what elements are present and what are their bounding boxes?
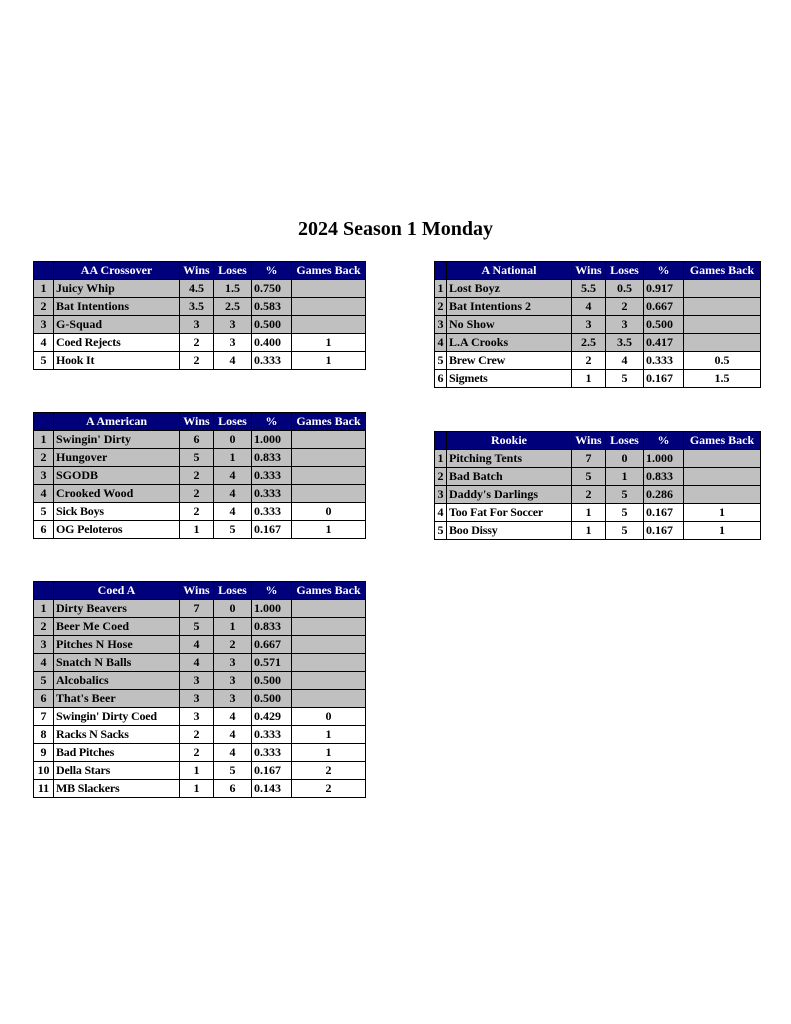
games-back-header: Games Back [684,262,761,280]
standings-table-coed-a [33,581,366,798]
loses-cell: 2 [606,298,644,316]
rank-cell: 3 [34,636,54,654]
division-name: Rookie [447,432,572,450]
loses-cell: 3 [214,690,252,708]
loses-cell: 5 [606,504,644,522]
wins-header: Wins [180,413,214,431]
rank-cell: 5 [435,522,447,540]
table-row [34,334,366,352]
loses-cell: 3 [214,654,252,672]
wins-cell: 2 [180,503,214,521]
wins-cell: 1 [180,780,214,798]
pct-cell: 0.571 [252,654,292,672]
games-back-cell [292,600,366,618]
rank-cell: 3 [34,467,54,485]
pct-cell: 0.333 [644,352,684,370]
games-back-cell [684,468,761,486]
rank-cell: 6 [34,690,54,708]
games-back-cell: 1.5 [684,370,761,388]
table-row [435,370,761,388]
pct-cell: 0.333 [252,744,292,762]
table-row [34,672,366,690]
pct-cell: 0.167 [644,370,684,388]
games-back-cell [292,298,366,316]
games-back-cell [292,654,366,672]
games-back-cell: 1 [684,504,761,522]
loses-header: Loses [606,262,644,280]
table-row [435,316,761,334]
games-back-cell: 2 [292,780,366,798]
wins-cell: 1 [180,521,214,539]
pct-cell: 0.167 [644,504,684,522]
loses-cell: 5 [214,762,252,780]
loses-cell: 5 [606,522,644,540]
wins-cell: 3 [180,672,214,690]
games-back-cell: 0 [292,503,366,521]
wins-header: Wins [572,262,606,280]
wins-cell: 4 [572,298,606,316]
pct-cell: 0.333 [252,503,292,521]
table-row [34,316,366,334]
loses-header: Loses [214,582,252,600]
games-back-cell [292,485,366,503]
loses-cell: 1 [214,449,252,467]
table-row [435,486,761,504]
table-row [34,636,366,654]
wins-cell: 5.5 [572,280,606,298]
header-corner [435,432,447,450]
games-back-cell [292,431,366,449]
division-name: AA Crossover [54,262,180,280]
wins-cell: 3.5 [180,298,214,316]
games-back-cell [684,280,761,298]
wins-cell: 4.5 [180,280,214,298]
pct-cell: 0.583 [252,298,292,316]
wins-cell: 2 [180,467,214,485]
loses-cell: 0 [606,450,644,468]
pct-header: % [252,413,292,431]
table-row [34,503,366,521]
table-row [34,298,366,316]
rank-cell: 8 [34,726,54,744]
table-row [34,467,366,485]
team-name: L.A Crooks [447,334,572,352]
pct-cell: 0.167 [252,521,292,539]
wins-cell: 3 [180,708,214,726]
loses-cell: 4 [214,726,252,744]
rank-cell: 11 [34,780,54,798]
loses-header: Loses [606,432,644,450]
wins-cell: 4 [180,654,214,672]
team-name: Hook It [54,352,180,370]
header-corner [34,413,54,431]
table-row [435,280,761,298]
loses-cell: 4 [214,744,252,762]
wins-cell: 2 [180,726,214,744]
rank-cell: 1 [435,280,447,298]
table-row [34,762,366,780]
rank-cell: 2 [435,468,447,486]
loses-cell: 3 [214,316,252,334]
table-row [435,450,761,468]
wins-cell: 2 [572,352,606,370]
team-name: Juicy Whip [54,280,180,298]
header-corner [34,262,54,280]
wins-cell: 3 [180,690,214,708]
loses-cell: 2 [214,636,252,654]
loses-header: Loses [214,262,252,280]
wins-cell: 7 [572,450,606,468]
loses-cell: 3 [214,672,252,690]
pct-cell: 0.500 [644,316,684,334]
games-back-cell: 1 [292,521,366,539]
header-row [34,582,366,600]
team-name: That's Beer [54,690,180,708]
rank-cell: 6 [435,370,447,388]
header-row [34,413,366,431]
header-row [34,262,366,280]
loses-cell: 4 [606,352,644,370]
team-name: Bat Intentions 2 [447,298,572,316]
division-name: A American [54,413,180,431]
team-name: G-Squad [54,316,180,334]
team-name: Snatch N Balls [54,654,180,672]
rank-cell: 1 [34,600,54,618]
games-back-cell [292,280,366,298]
loses-cell: 2.5 [214,298,252,316]
team-name: Pitches N Hose [54,636,180,654]
games-back-cell: 0 [292,708,366,726]
loses-cell: 3 [214,334,252,352]
rank-cell: 2 [435,298,447,316]
table-row [34,485,366,503]
team-name: Pitching Tents [447,450,572,468]
pct-cell: 0.400 [252,334,292,352]
table-row [34,449,366,467]
loses-cell: 4 [214,352,252,370]
team-name: SGODB [54,467,180,485]
rank-cell: 5 [435,352,447,370]
team-name: Daddy's Darlings [447,486,572,504]
pct-cell: 0.167 [644,522,684,540]
rank-cell: 6 [34,521,54,539]
rank-cell: 4 [34,654,54,672]
pct-cell: 0.286 [644,486,684,504]
loses-cell: 4 [214,503,252,521]
pct-cell: 1.000 [252,431,292,449]
team-name: Coed Rejects [54,334,180,352]
pct-cell: 0.333 [252,485,292,503]
pct-cell: 0.429 [252,708,292,726]
wins-cell: 2 [572,486,606,504]
wins-cell: 7 [180,600,214,618]
loses-cell: 5 [606,486,644,504]
pct-header: % [252,582,292,600]
wins-header: Wins [180,262,214,280]
rank-cell: 1 [34,280,54,298]
team-name: Sigmets [447,370,572,388]
pct-cell: 0.500 [252,316,292,334]
standings-table-aa-crossover [33,261,366,370]
pct-cell: 0.333 [252,467,292,485]
rank-cell: 1 [435,450,447,468]
games-back-cell [292,672,366,690]
wins-cell: 4 [180,636,214,654]
team-name: MB Slackers [54,780,180,798]
loses-cell: 0 [214,600,252,618]
header-row [435,262,761,280]
games-back-cell: 1 [292,744,366,762]
table-row [34,280,366,298]
loses-header: Loses [214,413,252,431]
wins-cell: 3 [572,316,606,334]
pct-cell: 0.667 [252,636,292,654]
games-back-cell [292,316,366,334]
loses-cell: 3 [606,316,644,334]
table-row [435,334,761,352]
games-back-header: Games Back [292,413,366,431]
rank-cell: 4 [435,334,447,352]
table-row [34,352,366,370]
team-name: Brew Crew [447,352,572,370]
pct-cell: 0.143 [252,780,292,798]
wins-cell: 5 [180,618,214,636]
pct-cell: 0.417 [644,334,684,352]
rank-cell: 5 [34,503,54,521]
pct-cell: 0.500 [252,672,292,690]
table-row [34,618,366,636]
rank-cell: 2 [34,449,54,467]
wins-cell: 6 [180,431,214,449]
table-row [34,600,366,618]
team-name: Swingin' Dirty Coed [54,708,180,726]
games-back-cell [292,449,366,467]
pct-cell: 0.750 [252,280,292,298]
pct-header: % [644,262,684,280]
rank-cell: 3 [435,486,447,504]
team-name: Swingin' Dirty [54,431,180,449]
wins-cell: 1 [180,762,214,780]
pct-cell: 0.833 [644,468,684,486]
wins-cell: 2 [180,334,214,352]
games-back-cell [684,316,761,334]
rank-cell: 3 [34,316,54,334]
games-back-header: Games Back [292,262,366,280]
team-name: Beer Me Coed [54,618,180,636]
table-row [435,352,761,370]
table-row [435,504,761,522]
team-name: Boo Dissy [447,522,572,540]
games-back-cell [684,486,761,504]
pct-cell: 0.667 [644,298,684,316]
wins-cell: 1 [572,370,606,388]
standings-table-a-national [434,261,761,388]
table-row [34,431,366,449]
games-back-cell [684,450,761,468]
standings-table-a-american [33,412,366,539]
rank-cell: 2 [34,298,54,316]
wins-cell: 2.5 [572,334,606,352]
table-row [34,654,366,672]
team-name: Alcobalics [54,672,180,690]
division-name: Coed A [54,582,180,600]
pct-cell: 1.000 [252,600,292,618]
division-name: A National [447,262,572,280]
games-back-cell [292,618,366,636]
table-row [34,726,366,744]
rank-cell: 5 [34,672,54,690]
games-back-cell: 1 [292,726,366,744]
loses-cell: 6 [214,780,252,798]
rank-cell: 4 [435,504,447,522]
standings-table-rookie [434,431,761,540]
games-back-cell: 2 [292,762,366,780]
rank-cell: 4 [34,334,54,352]
loses-cell: 1.5 [214,280,252,298]
wins-cell: 1 [572,522,606,540]
pct-cell: 0.333 [252,352,292,370]
team-name: Sick Boys [54,503,180,521]
team-name: Bad Pitches [54,744,180,762]
table-row [435,522,761,540]
games-back-cell: 1 [684,522,761,540]
pct-cell: 0.917 [644,280,684,298]
games-back-header: Games Back [292,582,366,600]
pct-header: % [252,262,292,280]
wins-cell: 2 [180,744,214,762]
loses-cell: 5 [606,370,644,388]
pct-cell: 0.833 [252,618,292,636]
loses-cell: 3.5 [606,334,644,352]
team-name: Bat Intentions [54,298,180,316]
header-row [435,432,761,450]
games-back-cell [292,690,366,708]
games-back-cell: 1 [292,352,366,370]
table-row [34,708,366,726]
wins-header: Wins [180,582,214,600]
team-name: Della Stars [54,762,180,780]
games-back-cell [292,636,366,654]
header-corner [34,582,54,600]
loses-cell: 1 [606,468,644,486]
table-row [34,744,366,762]
loses-cell: 0.5 [606,280,644,298]
team-name: Racks N Sacks [54,726,180,744]
loses-cell: 5 [214,521,252,539]
pct-cell: 0.333 [252,726,292,744]
wins-cell: 2 [180,352,214,370]
team-name: Hungover [54,449,180,467]
team-name: Too Fat For Soccer [447,504,572,522]
games-back-header: Games Back [684,432,761,450]
games-back-cell [684,334,761,352]
pct-cell: 0.500 [252,690,292,708]
wins-cell: 5 [572,468,606,486]
rank-cell: 2 [34,618,54,636]
pct-cell: 0.833 [252,449,292,467]
team-name: Lost Boyz [447,280,572,298]
team-name: Dirty Beavers [54,600,180,618]
games-back-cell: 0.5 [684,352,761,370]
pct-cell: 1.000 [644,450,684,468]
loses-cell: 4 [214,467,252,485]
rank-cell: 5 [34,352,54,370]
team-name: OG Peloteros [54,521,180,539]
table-row [34,690,366,708]
team-name: Crooked Wood [54,485,180,503]
pct-cell: 0.167 [252,762,292,780]
games-back-cell [684,298,761,316]
rank-cell: 10 [34,762,54,780]
table-row [34,521,366,539]
team-name: Bad Batch [447,468,572,486]
rank-cell: 4 [34,485,54,503]
rank-cell: 1 [34,431,54,449]
games-back-cell [292,467,366,485]
loses-cell: 0 [214,431,252,449]
wins-cell: 1 [572,504,606,522]
page-title: 2024 Season 1 Monday [297,218,494,240]
table-row [435,468,761,486]
table-row [34,780,366,798]
wins-header: Wins [572,432,606,450]
pct-header: % [644,432,684,450]
table-row [435,298,761,316]
rank-cell: 3 [435,316,447,334]
header-corner [435,262,447,280]
loses-cell: 1 [214,618,252,636]
wins-cell: 2 [180,485,214,503]
games-back-cell: 1 [292,334,366,352]
team-name: No Show [447,316,572,334]
loses-cell: 4 [214,708,252,726]
wins-cell: 5 [180,449,214,467]
wins-cell: 3 [180,316,214,334]
loses-cell: 4 [214,485,252,503]
rank-cell: 7 [34,708,54,726]
rank-cell: 9 [34,744,54,762]
